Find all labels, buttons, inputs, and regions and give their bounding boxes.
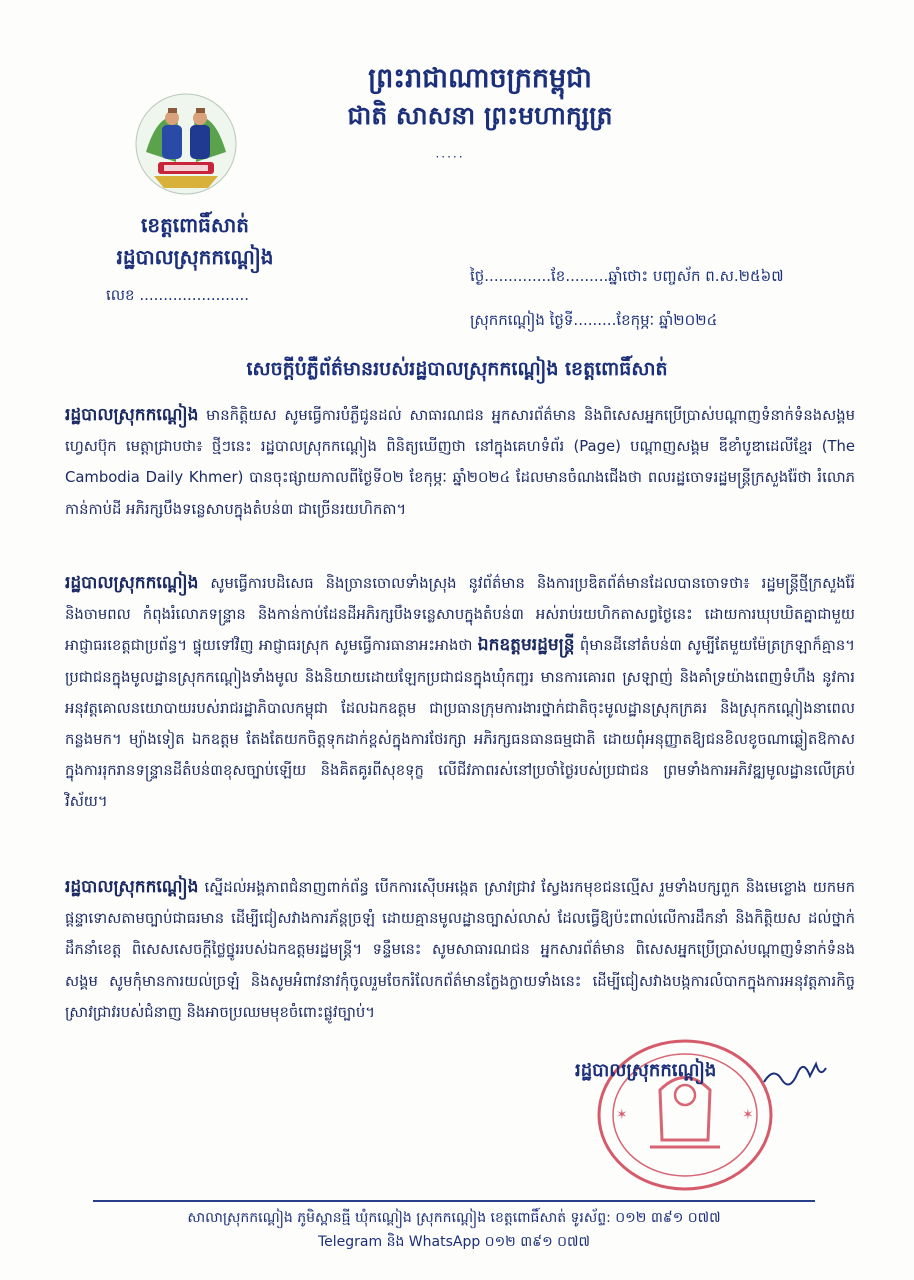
paragraph-1-text: មានកិត្តិយស សូមធ្វើការបំភ្លឺជូនដល់ សាធារណជន អ្នកសារព័ត៌មាន និងពិសេសអ្នកប្រើប្រាស់បណ្ដាញទំនាក់ទំនងសង្គមហ្វេសប៊ុក មេត្តាជ្រាបថា៖ ថ្មីៗនេះ រដ្ឋបាលស្រុកកណ្ដៀង ពិនិត្យឃើញថា នៅក្នុងគេហទំព័រ (Page) បណ្ដាញសង្គម ឌីខាំបូឌាដេលីខ្មែរ (The Cambodia Daily Khmer) បានចុះផ្សាយកាលពីថ្ងៃទី០២ ខែកុម្ភៈ ឆ្នាំ២០២៤ ដែលមានចំណងជើងថា ពលរដ្ឋចោទរដ្ឋមន្ត្រីក្រសួងរ៉ែថា រំលោភកាន់កាប់ដី អភិរក្សបឹងទន្លេសាបក្នុងតំបន់៣ ជាច្រើនរយហិកតា។: [65, 407, 855, 518]
lunar-date: ថ្ងៃ..............ខែ.........ឆ្នាំថោះ បញ្ចស័ក ព.ស.២៥៦៧: [470, 267, 784, 285]
paragraph-3: [65, 872, 855, 1028]
paragraph-1: [65, 400, 855, 525]
paragraph-3-text: ស្នើដល់អង្គភាពជំនាញពាក់ព័ន្ធ បើកការស៊ើបអង្កេត ស្រាវជ្រាវ ស្វែងរកមុខជនល្មើស រួមទាំងបក្សពួក និងមេខ្លោង យកមកផ្ដន្ទាទោសតាមច្បាប់ជាធរមាន ដើម្បីជៀសវាងការភ័ន្តច្រឡំ ដោយគ្មានមូលដ្ឋានច្បាស់លាស់ ដែលធ្វើឱ្យប៉ះពាល់លើការដឹកនាំ និងកិត្តិយស ដល់ថ្នាក់ដឹកនាំខេត្ត ពិសេសសេចក្ដីថ្លៃថ្នូររបស់ឯកឧត្តមរដ្ឋមន្ត្រី។ ទន្ទឹមនេះ សូមសាធារណជន អ្នកសារព័ត៌មាន ពិសេសអ្នកប្រើប្រាស់បណ្ដាញទំនាក់ទំនងសង្គម សូមកុំមានការយល់ច្រឡំ និងសូមអំពាវនាវកុំចូលរួមចែករំលែកព័ត៌មានក្លែងក្លាយទាំងនេះ ដើម្បីជៀសវាងបង្កការលំបាកក្នុងការអនុវត្តភារកិច្ចស្រាវជ្រាវរបស់ជំនាញ និងអាចប្រឈមមុខចំពោះផ្លូវច្បាប់។: [65, 879, 855, 1021]
province-name: ខេត្តពោធិ៍សាត់: [141, 213, 249, 237]
svg-text:✶: ✶: [742, 1107, 754, 1123]
footer-divider: [93, 1200, 815, 1202]
footer-contact: Telegram និង WhatsApp ០១២ ៣៩១ ០៧៧: [317, 1234, 591, 1250]
solar-date: ស្រុកកណ្ដៀង ថ្ងៃទី.........ខែកុម្ភៈ ឆ្នាំ២០២៤: [470, 311, 718, 329]
signing-authority: រដ្ឋបាលស្រុកកណ្ដៀង: [575, 1060, 717, 1081]
footer-address: សាលាស្រុកកណ្ដៀង ភូមិស្ពានធ្មី ឃុំកណ្ដៀង ស្រុកកណ្ដៀង ខេត្តពោធិ៍សាត់ ទូរស័ព្ទ: ០១២ ៣៩១ ០៧៧: [187, 1210, 721, 1226]
paragraph-2-lead: រដ្ឋបាលស្រុកកណ្ដៀង: [65, 573, 199, 593]
kingdom-heading: ព្រះរាជាណាចក្រកម្ពុជា: [368, 63, 592, 94]
header-divider: ·····: [435, 150, 465, 164]
paragraph-2-bold: ឯកឧត្តមរដ្ឋមន្ត្រី: [477, 635, 575, 656]
number-label: លេខ: [106, 286, 135, 304]
ministry-logo-icon: [128, 92, 244, 202]
motto-heading: ជាតិ សាសនា ព្រះមហាក្សត្រ: [347, 101, 613, 130]
svg-text:✶: ✶: [616, 1107, 628, 1123]
paragraph-2-text-b: ពុំមានដីនៅតំបន់៣ សូម្បីតែមួយម៉ែត្រក្រឡាក៏គ្មាន។ ប្រជាជនក្នុងមូលដ្ឋានស្រុកកណ្ដៀងទាំងមូល និងនិយាយដោយឡែកប្រជាជនក្នុងឃុំកញ្ជរ មានការគោរព ស្រឡាញ់ និងគាំទ្រយ៉ាងពេញទំហឹង នូវការអនុវត្តគោលនយោបាយរបស់រាជរដ្ឋាភិបាលកម្ពុជា ដែលឯកឧត្តម ជាប្រធានក្រុមការងារថ្នាក់ជាតិចុះមូលដ្ឋានស្រុកក្រគរ និងស្រុកកណ្ដៀងនាពេលកន្លងមក។ ម្យ៉ាងទៀត ឯកឧត្តម តែងតែយកចិត្តទុកដាក់ខ្ពស់ក្នុងការថែរក្សា អភិរក្សធនធានធម្មជាតិ ដោយពុំអនុញ្ញាតឱ្យជនខិលខូចណាឆ្លៀតឱកាសក្នុងការរុករានទន្ទ្រានដីតំបន់៣ខុសច្បាប់ឡើយ និងគិតគូរពីសុខទុក្ខ លើជីវភាពរស់នៅប្រចាំថ្ងៃរបស់ប្រជាជន ព្រមទាំងការអភិវឌ្ឍមូលដ្ឋានលើគ្រប់វិស័យ។: [65, 637, 855, 811]
handwritten-signature-icon: [760, 1058, 830, 1092]
administration-name: រដ្ឋបាលស្រុកកណ្ដៀង: [116, 245, 274, 269]
document-title: សេចក្ដីបំភ្លឺព័ត៌មានរបស់រដ្ឋបាលស្រុកកណ្ដៀង ខេត្តពោធិ៍សាត់: [246, 358, 668, 380]
paragraph-2-text-a: សូមធ្វើការបដិសេធ និងច្រានចោលទាំងស្រុង នូវព័ត៌មាន និងការប្រឌិតព័ត៌មានដែលបានចោទថា៖ រដ្ឋមន្ត្រីថ្មីក្រសួងរ៉ែ និងចាមពល កំពុងរំលោភទន្ទ្រាន និងកាន់កាប់ដែនដីអភិរក្សបឹងទន្លេសាបក្នុងតំបន់៣ អស់រាប់រយហិកតាសព្វថ្ងៃនេះ ដោយការឃុបឃិតគ្នាជាមួយអាជ្ញាធរខេត្តជាប្រព័ន្ធ។ ផ្ទុយទៅវិញ អាជ្ញាធរស្រុក សូមធ្វើការធានាអះអាងថា: [65, 575, 855, 655]
document-number: [106, 286, 249, 308]
paragraph-1-lead: រដ្ឋបាលស្រុកកណ្ដៀង: [65, 405, 199, 425]
paragraph-3-lead: រដ្ឋបាលស្រុកកណ្ដៀង: [65, 877, 199, 897]
number-value: .......................: [139, 286, 250, 304]
paragraph-2: [65, 568, 855, 818]
